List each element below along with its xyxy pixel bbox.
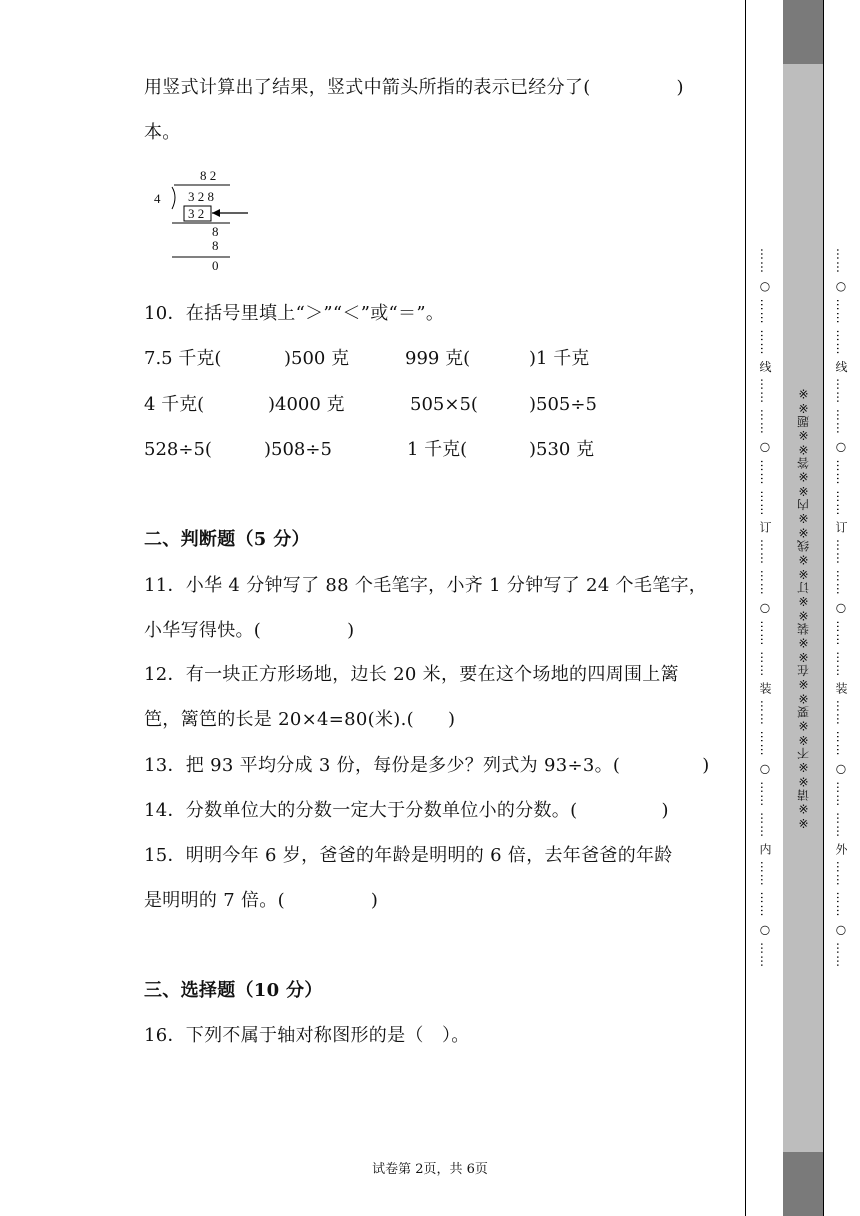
question-11-line1: 11．小华 4 分钟写了 88 个毛笔字，小齐 1 分钟写了 24 个毛笔字， (144, 575, 708, 596)
division-dividend: 3 2 8 (188, 189, 214, 204)
q15-close-paren: ) (370, 890, 379, 911)
binding-strip-inner (745, 0, 785, 1216)
question-14 (144, 800, 669, 822)
question-12-line1: 12．有一块正方形场地，边长 20 米，要在这个场地的四周围上篱 (144, 664, 679, 685)
q10-r1-c4: )1 千克 (529, 348, 590, 369)
q10-r1-c2: )500 克 (284, 348, 350, 369)
q10-r3-c4: )530 克 (529, 439, 595, 460)
q10-r1-c1: 7.5 千克( (144, 348, 222, 369)
binding-gray-block-top (783, 0, 823, 64)
q10-r2-c1: 4 千克( (144, 394, 205, 415)
q9-text: 用竖式计算出了结果，竖式中箭头所指的表示已经分了( (144, 77, 591, 98)
q13-text: 13．把 93 平均分成 3 份，每份是多少？列式为 93÷3。( (144, 755, 621, 776)
q10-r2-c4: )505÷5 (529, 394, 597, 415)
binding-notice-column (783, 0, 824, 1216)
q12-text: 笆，篱笆的长是 20×4=80(米).( (144, 709, 414, 730)
q10-r2-c2: )4000 克 (268, 394, 345, 415)
division-divisor: 4 (154, 191, 161, 206)
division-step2: 8 (212, 238, 219, 253)
q11-text: 小华写得快。( (144, 620, 262, 641)
question-10-stem: 10．在括号里填上“＞”“＜”或“＝”。 (144, 303, 445, 324)
question-16: 16．下列不属于轴对称图形的是（ ）。 (144, 1025, 470, 1046)
division-quotient: 8 2 (200, 168, 217, 183)
q14-close-paren: ) (661, 800, 669, 821)
binding-gray-block-bottom (783, 1152, 823, 1216)
division-remainder: 0 (212, 258, 219, 273)
division-step1: 8 (212, 224, 219, 239)
q11-close-paren: ) (347, 620, 355, 641)
question-15-line1: 15．明明今年 6 岁，爸爸的年龄是明明的 6 倍，去年爸爸的年龄 (144, 845, 673, 866)
question-15-line2 (144, 890, 378, 912)
question-9-line1 (144, 77, 684, 99)
q10-r3-c1: 528÷5( (144, 439, 212, 460)
question-9-line2: 本。 (144, 122, 181, 143)
binding-notice-text: ※※请※※不※※要※※在※※装※※订※※线※※内※※答※※题※※ (796, 386, 811, 830)
question-11-line2 (144, 620, 354, 642)
section-3-title: 三、选择题（10 分） (144, 980, 323, 1001)
question-12-line2 (144, 709, 455, 731)
q15-text: 是明明的 7 倍。( (144, 890, 285, 911)
division-boxed-partial: 3 2 (188, 206, 205, 221)
q9-close-paren: ) (676, 77, 684, 98)
q14-text: 14．分数单位大的分数一定大于分数单位小的分数。( (144, 800, 578, 821)
q10-r2-c3: 505×5( (410, 394, 478, 415)
long-division-figure (150, 165, 260, 277)
page-footer: 试卷第 2页，共 6页 (372, 1162, 488, 1177)
q12-close-paren: ) (447, 709, 456, 730)
q13-close-paren: ) (702, 755, 710, 776)
q10-r3-c3: 1 千克( (407, 439, 468, 460)
question-13 (144, 755, 710, 777)
section-2-title: 二、判断题（5 分） (144, 529, 310, 550)
q10-r3-c2: )508÷5 (264, 439, 332, 460)
binding-strip-outer (823, 0, 860, 1216)
q10-r1-c3: 999 克( (405, 348, 471, 369)
binding-strip-inner-text: …… ○ …… …… 线 …… …… ○ …… …… 订 …… …… ○ …… …… 装 …… …… ○ …… …… 内 …… …… ○ …… (758, 247, 772, 969)
binding-strip-outer-text: …… ○ …… …… 线 …… …… ○ …… …… 订 …… …… ○ …… …… 装 …… …… ○ …… …… 外 …… …… ○ …… (834, 247, 848, 969)
